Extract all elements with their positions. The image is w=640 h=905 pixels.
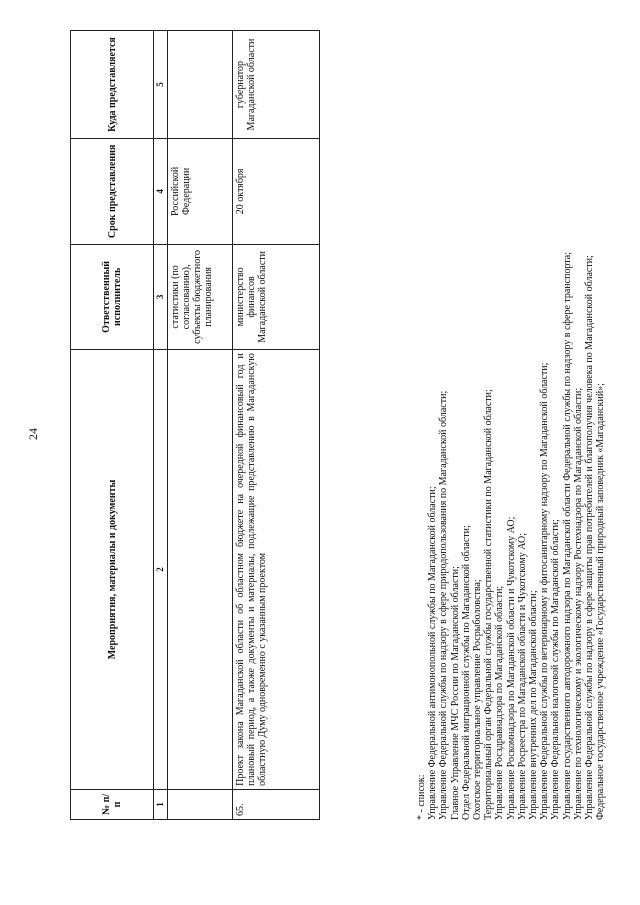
column-number-row — [154, 31, 168, 820]
row-number: 65. — [233, 789, 320, 819]
column-number: 3 — [154, 244, 168, 350]
list-item: Охотское территориальное управление Росрыболовства; — [472, 579, 484, 820]
header-deadline: Срок представления — [71, 139, 154, 245]
footnote-title: * - список: — [416, 774, 427, 820]
column-number: 4 — [154, 139, 168, 245]
row-deadline: Российской Федерации — [168, 139, 233, 245]
header-activities: Мероприятия, материалы и документы — [71, 350, 154, 790]
header-executor: Ответственный исполнитель — [71, 244, 154, 350]
list-item: Федеральное государственное учреждение «Государственный природный заповедник «Магаданский»; — [595, 383, 607, 820]
list-item: Управление Росздравнадзора по Магаданской области; — [494, 585, 506, 820]
list-item: Управление Роскомнадзора по Магаданской области и Чукотскому АО; — [505, 516, 517, 820]
list-item: Управление Федеральной службы по надзору в сфере защиты прав потребителей и благополучия человека по Магаданской области; — [584, 255, 596, 820]
row-activity: Проект закона Магаданской области об областном бюджете на очередной финансовый год и плановый период, а также документы и материалы, подлежащие представлению в Магаданскую областную Думу одновременно с указанным проектом — [233, 350, 320, 790]
page-number: 24 — [26, 428, 40, 440]
list-item: Управление Федеральной службы по ветеринарному и фитосанитарному надзору по Магаданской области; — [539, 362, 551, 820]
list-item: Отдел Федеральной миграционной службы по Магаданской области; — [460, 525, 472, 820]
list-item: Управление Федеральной службы по надзору в сфере природопользования по Магаданской области; — [438, 390, 450, 820]
table-row — [168, 31, 233, 820]
column-number: 1 — [154, 789, 168, 819]
list-item: Главное Управление МЧС России по Магаданской области; — [449, 566, 461, 820]
row-destination — [168, 31, 233, 139]
row-destination: губернатор Магаданской области — [233, 31, 320, 139]
header-number: № п/п — [71, 789, 154, 819]
rotated-content — [26, 20, 607, 830]
row-activity — [168, 350, 233, 790]
header-destination: Куда представляется — [71, 31, 154, 139]
row-executor: министерство финансов Магаданской области — [233, 244, 320, 350]
list-item: Управление по технологическому и экологическому надзору Ростехнадзора по Магаданской области; — [572, 387, 584, 820]
plan-table — [70, 30, 320, 820]
list-item: Управление Федеральной налоговой службы по Магаданской области; — [550, 519, 562, 820]
row-number — [168, 789, 233, 819]
list-item: Управление государственного автодорожного надзора по Магаданской области Федеральной службы по надзору в сфере транспорта; — [561, 251, 573, 820]
list-item: Управление Федеральной антимонопольной службы по Магаданской области; — [427, 486, 439, 820]
column-number: 2 — [154, 350, 168, 790]
list-item: Управление внутренних дел по Магаданской области; — [528, 590, 540, 820]
table-row — [233, 31, 320, 820]
list-item: Управление Росреестра по Магаданской области и Чукотскому АО; — [516, 532, 528, 820]
column-number: 5 — [154, 31, 168, 139]
list-item: Территориальный орган Федеральной службы государственной статистики по Магаданской области; — [483, 389, 495, 820]
row-deadline: 20 октября — [233, 139, 320, 245]
table-header-row — [71, 31, 154, 820]
footnote-list — [416, 30, 606, 820]
row-executor: статистики (по согласованию), субъекты бюджетного планирования — [168, 244, 233, 350]
